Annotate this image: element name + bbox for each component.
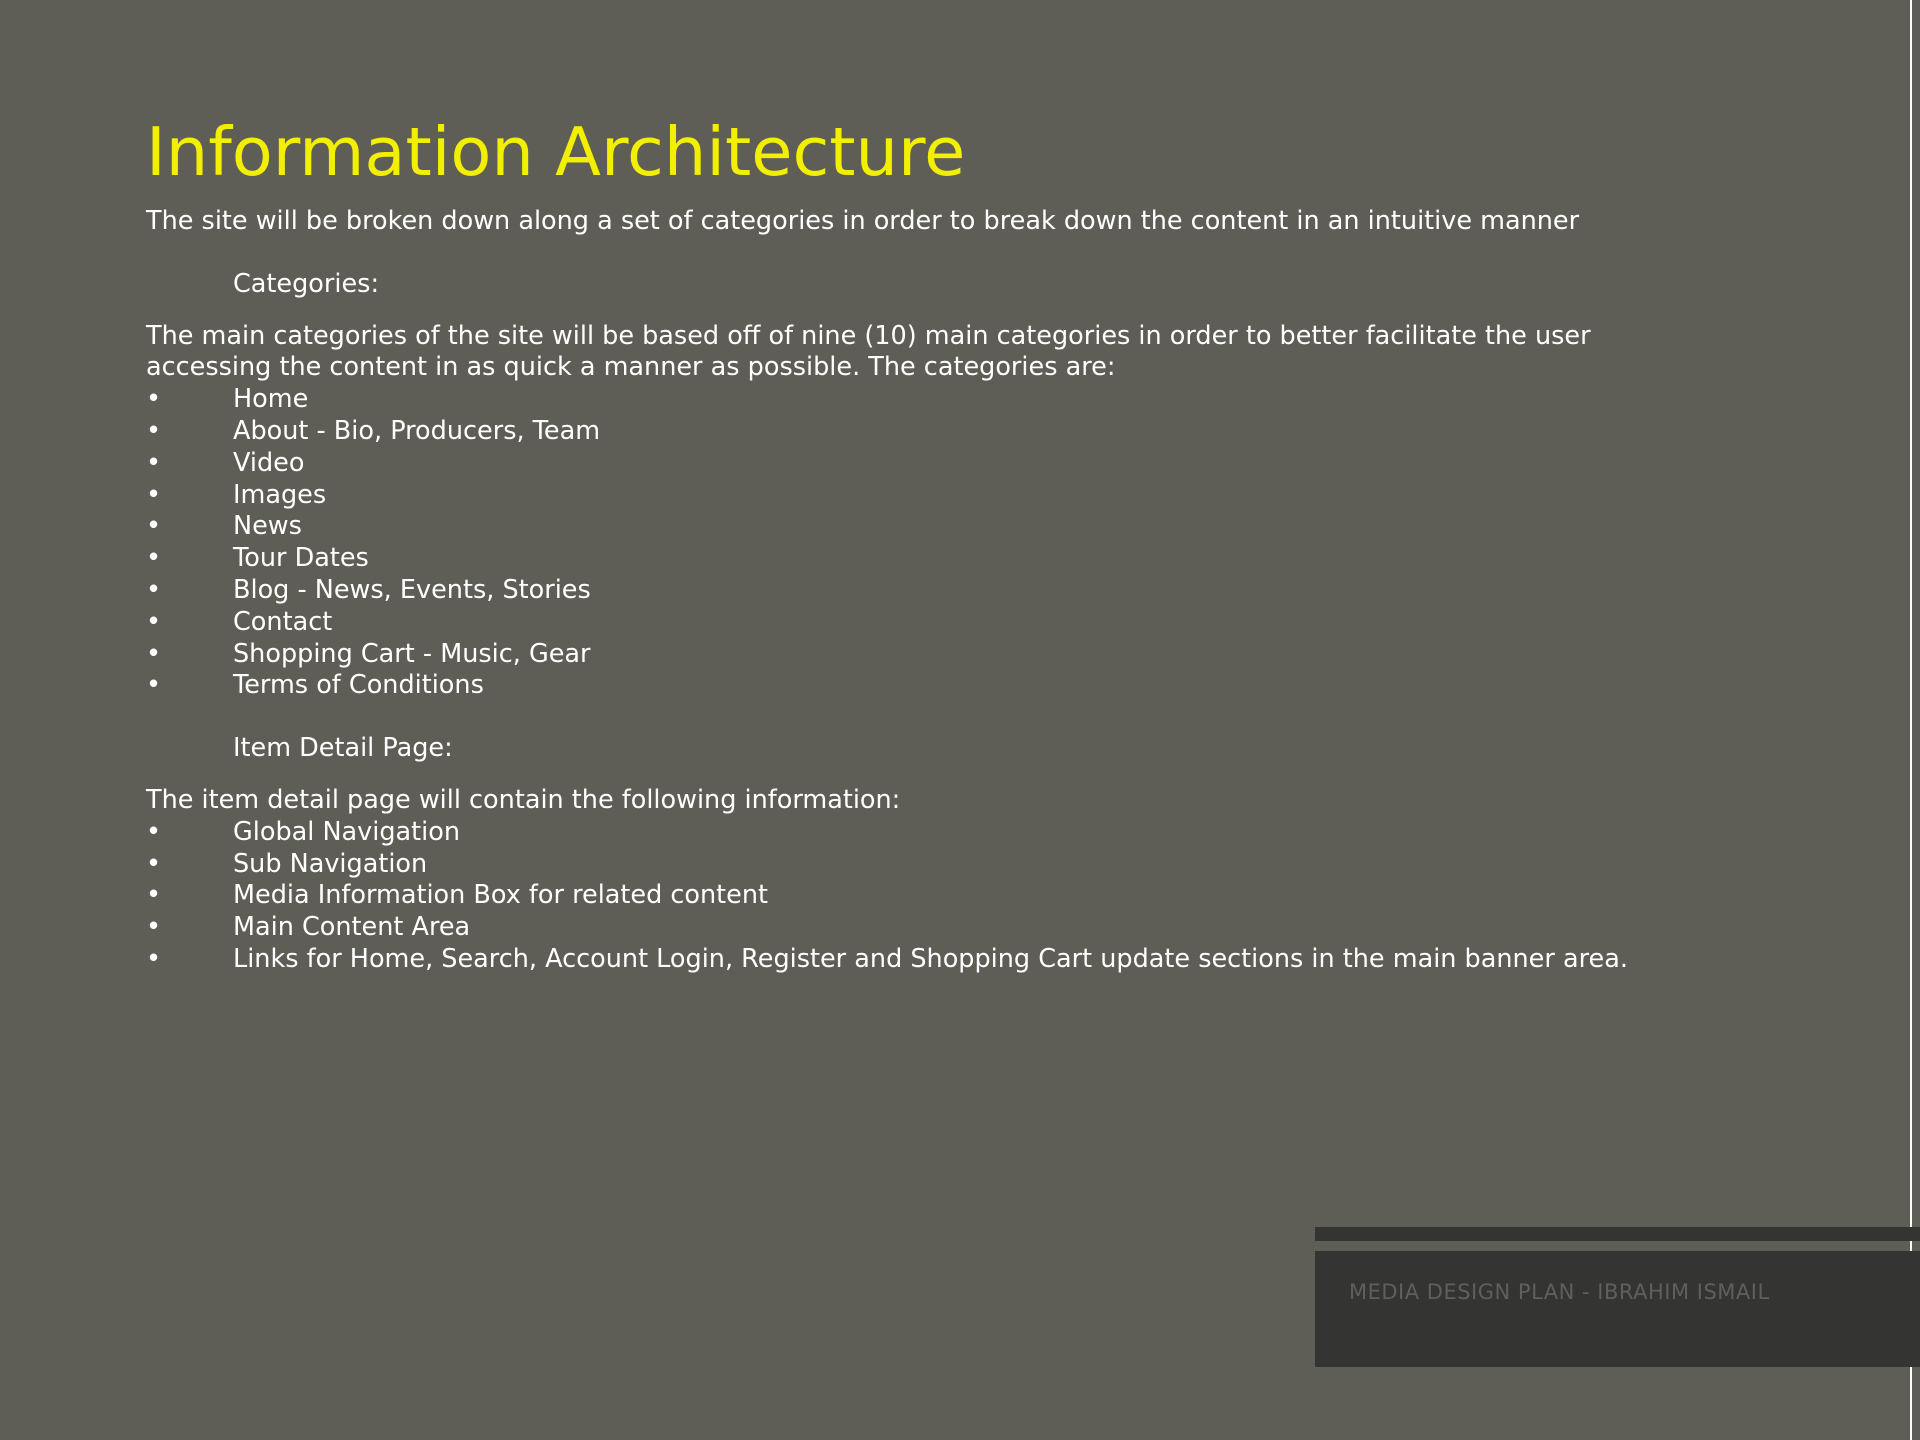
list-item [146, 575, 1866, 607]
slide-title: Information Architecture [146, 113, 966, 191]
list-item-label: Links for Home, Search, Account Login, Register and Shopping Cart update sections in the main banner area. [233, 943, 1628, 974]
bullet-icon: • [146, 638, 162, 669]
list-item-label: Media Information Box for related content [233, 880, 769, 911]
item-detail-list [146, 817, 1866, 976]
list-item [146, 384, 1866, 416]
list-item [146, 480, 1866, 512]
footer-banner [1315, 1251, 1920, 1367]
list-item [146, 670, 1866, 702]
categories-paragraph-line: accessing the content in as quick a manner as possible. The categories are: [146, 352, 1116, 383]
footer-divider [1315, 1227, 1920, 1241]
list-item-label: Main Content Area [233, 912, 471, 943]
bullet-icon: • [146, 912, 162, 943]
list-item-label: Global Navigation [233, 816, 460, 847]
categories-paragraph-line: The main categories of the site will be based off of nine (10) main categories in order to better facilitate the user [146, 320, 1591, 351]
list-item [146, 416, 1866, 448]
list-item-label: Sub Navigation [233, 848, 428, 879]
intro-text: The site will be broken down along a set of categories in order to break down the content in an intuitive manner [146, 206, 1580, 236]
categories-heading: Categories: [233, 268, 380, 299]
list-item-label: Video [233, 447, 305, 478]
list-item [146, 944, 1866, 976]
list-item [146, 912, 1866, 944]
bullet-icon: • [146, 447, 162, 478]
bullet-icon: • [146, 511, 162, 542]
bullet-icon: • [146, 415, 162, 446]
list-item-label: Shopping Cart - Music, Gear [233, 638, 591, 669]
categories-list [146, 384, 1866, 702]
bullet-icon: • [146, 848, 162, 879]
list-item [146, 817, 1866, 849]
list-item-label: About - Bio, Producers, Team [233, 415, 601, 446]
list-item-label: Tour Dates [233, 543, 369, 574]
list-item-label: Blog - News, Events, Stories [233, 574, 591, 605]
slide-content [146, 112, 1866, 976]
list-item [146, 543, 1866, 575]
bullet-icon: • [146, 880, 162, 911]
bullet-icon: • [146, 384, 162, 415]
list-item [146, 639, 1866, 671]
list-item [146, 607, 1866, 639]
list-item-label: Contact [233, 606, 333, 637]
list-item-label: Home [233, 384, 309, 415]
list-item [146, 849, 1866, 881]
bullet-icon: • [146, 606, 162, 637]
list-item-label: Images [233, 479, 327, 510]
footer-text: MEDIA DESIGN PLAN - IBRAHIM ISMAIL [1349, 1280, 1770, 1304]
list-item-label: News [233, 511, 302, 542]
item-detail-heading: Item Detail Page: [233, 733, 453, 764]
list-item [146, 448, 1866, 480]
list-item-label: Terms of Conditions [233, 670, 484, 701]
list-item [146, 880, 1866, 912]
bullet-icon: • [146, 543, 162, 574]
categories-paragraph [146, 321, 1866, 385]
item-detail-paragraph: The item detail page will contain the following information: [146, 784, 901, 815]
bullet-icon: • [146, 670, 162, 701]
bullet-icon: • [146, 479, 162, 510]
page-edge-inner [1912, 0, 1920, 1440]
bullet-icon: • [146, 574, 162, 605]
list-item [146, 511, 1866, 543]
bullet-icon: • [146, 816, 162, 847]
bullet-icon: • [146, 943, 162, 974]
